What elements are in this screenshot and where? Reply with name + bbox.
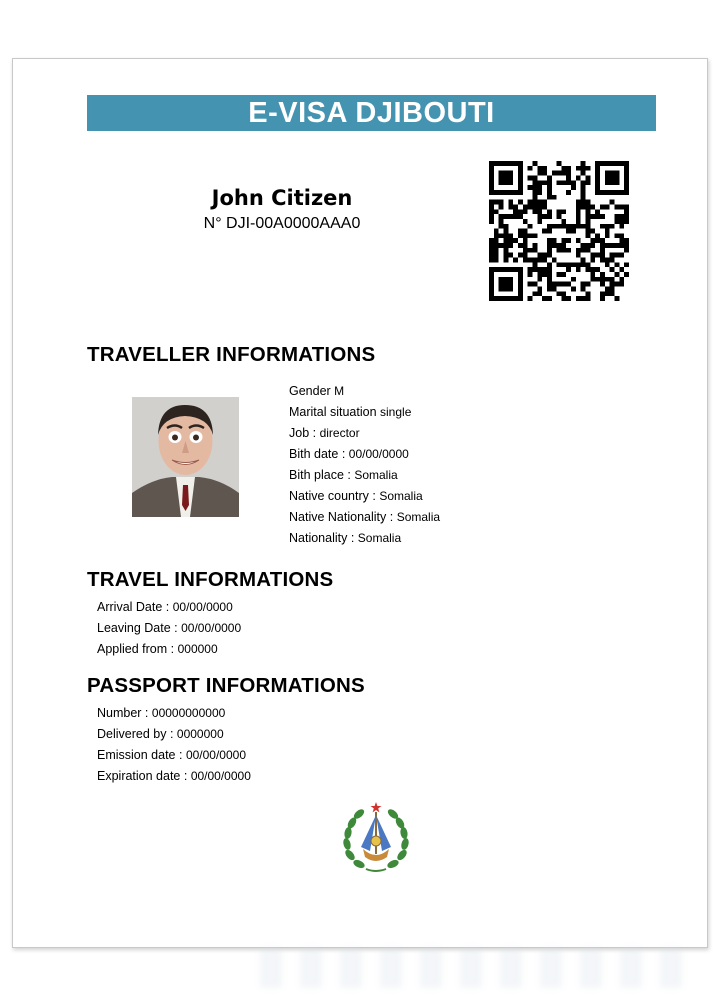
field-row	[289, 506, 440, 527]
field-value: M	[334, 384, 345, 398]
field-row	[289, 485, 440, 506]
travel-fields	[97, 596, 241, 659]
field-label: Leaving Date :	[97, 621, 182, 635]
field-value: 00/00/0000	[348, 447, 409, 461]
field-row	[97, 702, 251, 723]
field-row	[289, 527, 440, 548]
holder-block	[173, 185, 391, 235]
field-value: 00/00/0000	[185, 748, 246, 762]
field-value: director	[319, 426, 360, 440]
field-row	[289, 401, 440, 422]
field-label: Bith date :	[289, 447, 349, 461]
field-label: Native Nationality :	[289, 510, 397, 524]
field-row	[97, 617, 241, 638]
field-row	[289, 380, 440, 401]
field-value: Somalia	[354, 468, 398, 482]
djibouti-emblem-icon	[341, 799, 411, 875]
field-row	[97, 744, 251, 765]
field-value: Somalia	[396, 510, 441, 524]
field-row	[289, 464, 440, 485]
field-label: Delivered by :	[97, 727, 177, 741]
field-label: Bith place :	[289, 468, 355, 482]
traveller-photo	[132, 397, 239, 517]
traveller-section-title: TRAVELLER INFORMATIONS	[87, 343, 376, 366]
field-label: Applied from :	[97, 642, 178, 656]
field-row	[289, 422, 440, 443]
field-label: Emission date :	[97, 748, 186, 762]
field-row	[97, 723, 251, 744]
passport-fields	[97, 702, 251, 786]
scan-artifact	[260, 948, 690, 988]
holder-name: John Citizen	[211, 186, 353, 210]
field-label: Native country :	[289, 489, 380, 503]
field-value: 00/00/0000	[190, 769, 251, 783]
visa-document	[12, 58, 708, 948]
visa-title: E-VISA DJIBOUTI	[248, 96, 495, 129]
field-value: 00/00/0000	[181, 621, 242, 635]
field-row	[97, 596, 241, 617]
passport-section-title: PASSPORT INFORMATIONS	[87, 674, 365, 697]
qr-code-icon	[489, 161, 629, 301]
field-value: Somalia	[357, 531, 402, 545]
field-label: Marital situation	[289, 405, 381, 419]
field-label: Nationality :	[289, 531, 358, 545]
field-label: Expiration date :	[97, 769, 191, 783]
field-row	[289, 443, 440, 464]
field-value: 00/00/0000	[172, 600, 233, 614]
field-label: Job :	[289, 426, 320, 440]
visa-title-banner	[87, 95, 656, 131]
field-value: 000000	[177, 642, 218, 656]
travel-section-title: TRAVEL INFORMATIONS	[87, 568, 334, 591]
field-row	[97, 638, 241, 659]
field-label: Arrival Date :	[97, 600, 173, 614]
field-value: 00000000000	[151, 706, 226, 720]
field-label: Number :	[97, 706, 152, 720]
traveller-fields	[289, 380, 440, 548]
field-row	[97, 765, 251, 786]
field-label: Gender	[289, 384, 335, 398]
visa-number: N° DJI-00A0000AAA0	[203, 215, 361, 232]
field-value: 0000000	[176, 727, 224, 741]
field-value: single	[380, 405, 412, 419]
field-value: Somalia	[379, 489, 423, 503]
